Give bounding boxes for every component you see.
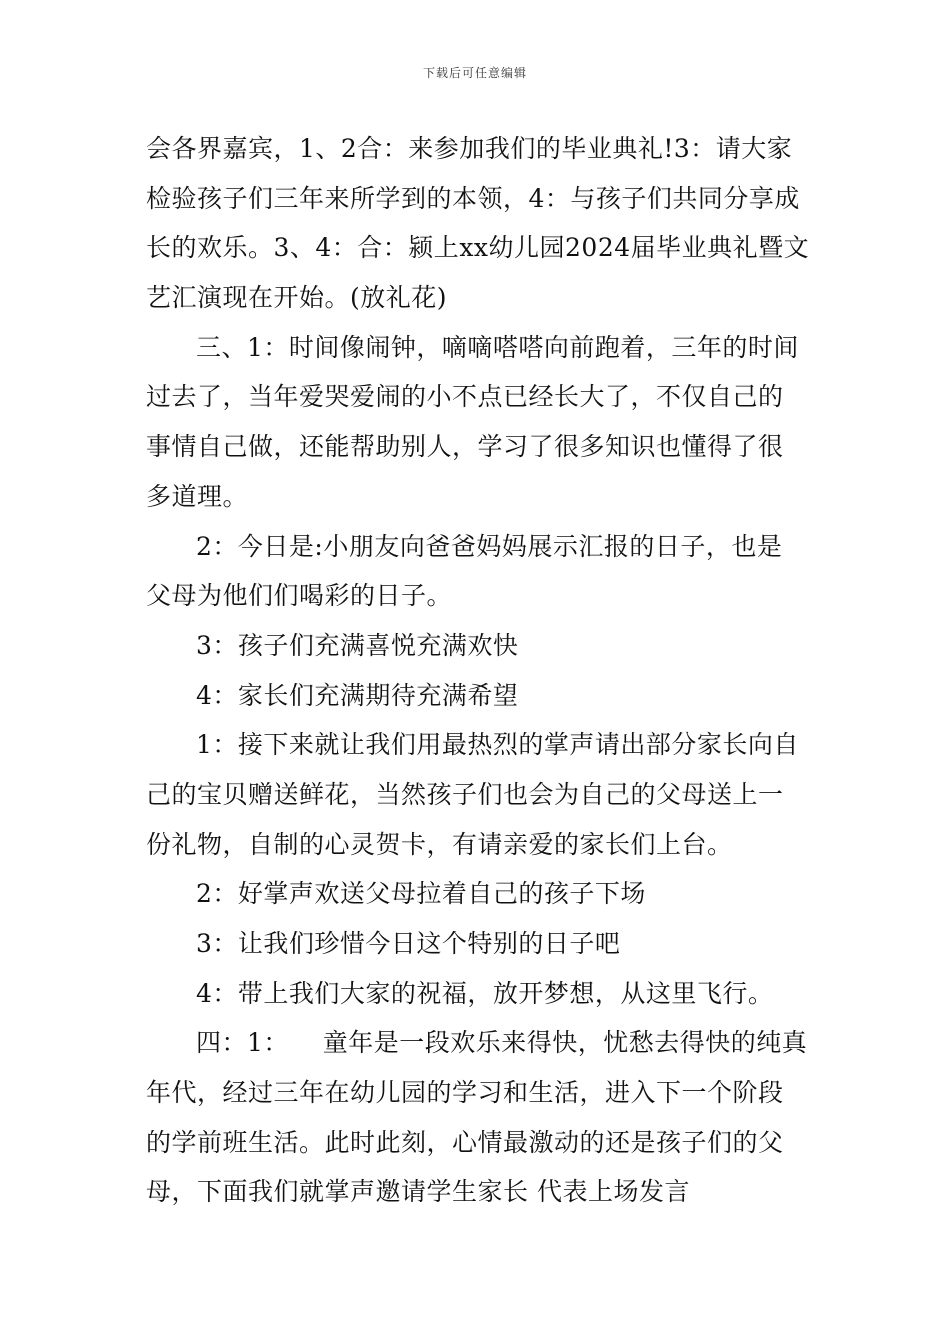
paragraph-start-line: 2：今日是:小朋友向爸爸妈妈展示汇报的日子，也是	[196, 531, 783, 561]
paragraph-start-line: 4：带上我们大家的祝福，放开梦想，从这里飞行。	[196, 978, 774, 1008]
text-line: 长的欢乐。3、4：合：颍上xx幼儿园2024届毕业典礼暨文	[146, 233, 810, 263]
page-header: 下载后可任意编辑	[422, 66, 527, 80]
paragraph-start-line: 1：接下来就让我们用最热烈的掌声请出部分家长向自	[196, 730, 799, 760]
text-line: 父母为他们们喝彩的日子。	[146, 581, 453, 611]
paragraph-start-line: 四：1： 童年是一段欢乐来得快，忧愁去得快的纯真	[196, 1028, 808, 1058]
text-line: 过去了，当年爱哭爱闹的小不点已经长大了，不仅自己的	[146, 382, 784, 412]
text-line: 会各界嘉宾，1、2合：来参加我们的毕业典礼!3：请大家	[146, 134, 793, 163]
text-line: 检验孩子们三年来所学到的本领，4：与孩子们共同分享成	[146, 183, 800, 213]
paragraph-start-line: 3：孩子们充满喜悦充满欢快	[196, 630, 519, 660]
paragraph-start-line: 4：家长们充满期待充满希望	[196, 680, 519, 710]
paragraph-start-line: 2：好掌声欢送父母拉着自己的孩子下场	[196, 879, 646, 909]
text-line: 母，下面我们就掌声邀请学生家长 代表上场发言	[146, 1177, 690, 1207]
document-body	[146, 124, 808, 1217]
text-line: 的学前班生活。此时此刻，心情最激动的还是孩子们的父	[146, 1127, 784, 1157]
text-line: 年代，经过三年在幼儿园的学习和生活，进入下一个阶段	[146, 1078, 784, 1108]
paragraph-start-line: 3：让我们珍惜今日这个特别的日子吧	[196, 929, 621, 958]
text-line: 多道理。	[146, 481, 249, 511]
text-line: 己的宝贝赠送鲜花，当然孩子们也会为自己的父母送上一	[146, 779, 784, 809]
text-line: 事情自己做，还能帮助别人，学习了很多知识也懂得了很	[146, 432, 784, 462]
text-line: 份礼物，自制的心灵贺卡，有请亲爱的家长们上台。	[146, 829, 733, 859]
paragraph-start-line: 三、1：时间像闹钟，嘀嘀嗒嗒向前跑着，三年的时间	[196, 332, 799, 362]
text-line: 艺汇演现在开始。(放礼花)	[146, 283, 448, 313]
